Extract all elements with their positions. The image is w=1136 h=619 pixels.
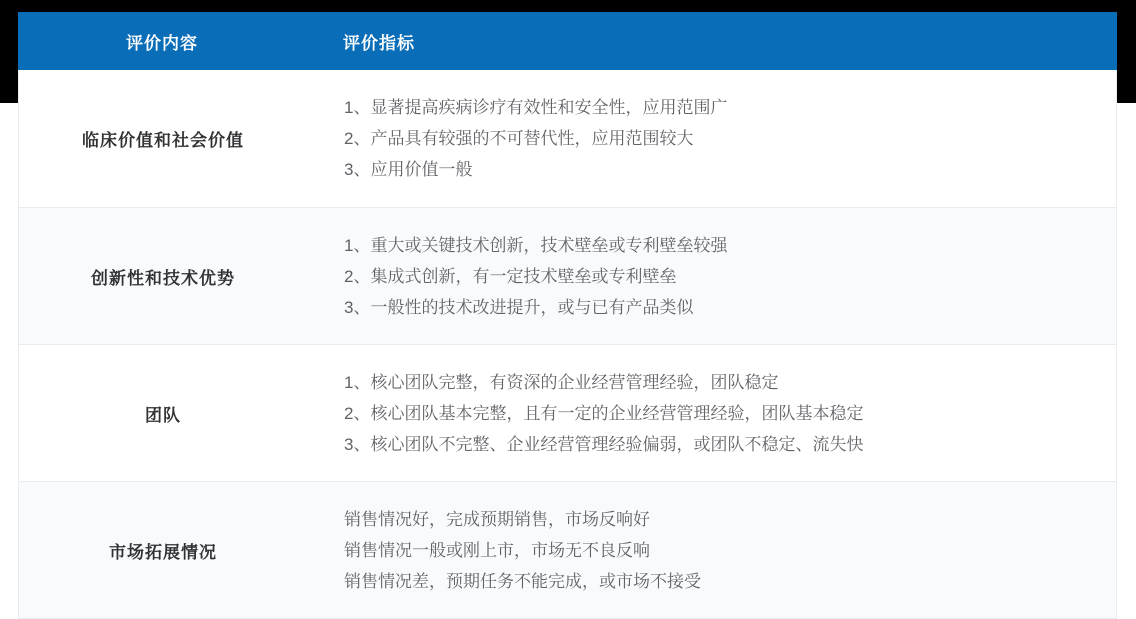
table-row-team [19, 344, 1116, 481]
category-label: 市场拓展情况 [109, 542, 217, 562]
category-label: 临床价值和社会价值 [82, 131, 244, 150]
right-black-bar [1117, 0, 1136, 103]
indicator-cell [307, 482, 1116, 618]
category-label: 创新性和技术优势 [91, 268, 235, 288]
indicator-line: 3、一般性的技术改进提升，或与已有产品类似 [344, 297, 694, 317]
indicator-cell [307, 345, 1116, 481]
indicator-line: 2、产品具有较强的不可替代性，应用范围较大 [344, 129, 694, 148]
header-cell-evaluation-content: 评价内容 [126, 33, 198, 53]
indicator-line: 2、核心团队基本完整，且有一定的企业经营管理经验，团队基本稳定 [344, 403, 864, 423]
indicator-cell [307, 70, 1116, 207]
indicator-line: 1、核心团队完整，有资深的企业经营管理经验，团队稳定 [344, 372, 779, 392]
indicator-line: 销售情况好，完成预期销售，市场反响好 [344, 509, 650, 529]
table-body [18, 70, 1117, 619]
indicator-line: 2、集成式创新，有一定技术壁垒或专利壁垒 [344, 266, 677, 286]
table-row-clinical-value [19, 70, 1116, 207]
top-black-bar [0, 0, 1136, 12]
header-cell-evaluation-indicator: 评价指标 [343, 33, 415, 53]
table-row-innovation [19, 207, 1116, 344]
indicator-line: 1、重大或关键技术创新，技术壁垒或专利壁垒较强 [344, 235, 728, 255]
indicator-line: 3、核心团队不完整、企业经营管理经验偏弱，或团队不稳定、流失快 [344, 434, 864, 454]
indicator-line: 销售情况差，预期任务不能完成，或市场不接受 [344, 571, 701, 591]
table-header-row [18, 12, 1117, 70]
indicator-line: 3、应用价值一般 [344, 160, 473, 179]
evaluation-table [18, 12, 1117, 619]
indicator-line: 销售情况一般或刚上市，市场无不良反响 [344, 540, 650, 560]
indicator-line: 1、显著提高疾病诊疗有效性和安全性，应用范围广 [344, 98, 728, 117]
table-row-market-expansion [19, 481, 1116, 618]
left-black-bar [0, 0, 18, 103]
category-label: 团队 [145, 405, 181, 425]
indicator-cell [307, 208, 1116, 344]
